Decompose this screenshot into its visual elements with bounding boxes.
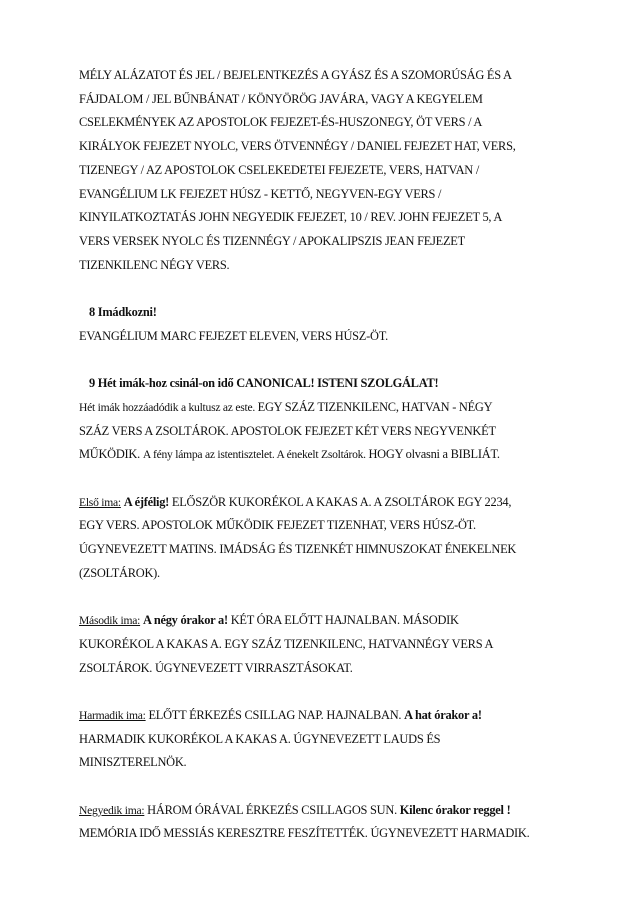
text-span: EGY SZÁZ TIZENKILENC, HATVAN - NÉGY <box>257 399 493 414</box>
text-line: MEMÓRIA IDŐ MESSIÁS KERESZTRE FESZÍTETTÉK. ÚGYNEVEZETT HARMADIK. <box>79 826 530 841</box>
text-line: EGY VERS. APOSTOLOK MŰKÖDIK FEJEZET TIZENHAT, VERS HÚSZ-ÖT. <box>79 518 476 533</box>
text-span: Hét imák hozzáadódik a kultusz az este. <box>79 400 258 414</box>
text-line: KINYILATKOZTATÁS JOHN NEGYEDIK FEJEZET, 10 / REV. JOHN FEJEZET 5, A <box>79 210 503 225</box>
text-line <box>79 491 598 515</box>
text-line: EVANGÉLIUM LK FEJEZET HÚSZ - KETTŐ, NEGYVEN-EGY VERS / <box>79 186 442 201</box>
text-line: MÉLY ALÁZATOT ÉS JEL / BEJELENTKEZÉS A GYÁSZ ÉS A SZOMORÚSÁG ÉS A <box>79 68 512 82</box>
text-line: KUKORÉKOL A KAKAS A. EGY SZÁZ TIZENKILENC, HATVANNÉGY VERS A <box>79 636 494 651</box>
prayer-time-fourth: Kilenc órakor reggel ! <box>399 802 511 817</box>
prayer-time-first: A éjfélig! <box>123 494 170 509</box>
section-heading-9: 9 Hét imák-hoz csinál-on idő CANONICAL! ISTENI SZOLGÁLAT! <box>89 376 439 391</box>
text-line: TIZENEGY / AZ APOSTOLOK CSELEKEDETEI FEJEZETE, VERS, HATVAN / <box>79 162 480 177</box>
text-line: KIRÁLYOK FEJEZET NYOLC, VERS ÖTVENNÉGY / DANIEL FEJEZET HAT, VERS, <box>79 139 516 154</box>
text-span: HOGY olvasni a BIBLIÁT. <box>368 447 500 462</box>
text-line: VERS VERSEK NYOLC ÉS TIZENNÉGY / APOKALIPSZIS JEAN FEJEZET <box>79 233 465 248</box>
text-span: ELŐSZÖR KUKORÉKOL A KAKAS A. A ZSOLTÁROK EGY 2234, <box>169 494 512 509</box>
prayer-time-third: A hat órakor a! <box>404 707 482 722</box>
prayer-label-fourth: Negyedik ima: <box>79 803 145 817</box>
prayer-label-second: Második ima: <box>79 614 141 628</box>
text-line: HARMADIK KUKORÉKOL A KAKAS A. ÚGYNEVEZETT LAUDS ÉS <box>79 731 441 746</box>
text-line: EVANGÉLIUM MARC FEJEZET ELEVEN, VERS HÚSZ-ÖT. <box>79 328 388 343</box>
text-span: MŰKÖDIK. <box>79 447 143 462</box>
text-line <box>79 443 598 467</box>
prayer-label-first: Első ima: <box>79 495 121 509</box>
text-span: ELŐTT ÉRKEZÉS CSILLAG NAP. HAJNALBAN. <box>145 707 405 722</box>
prayer-label-third: Harmadik ima: <box>79 708 146 722</box>
text-line <box>79 609 598 633</box>
text-line <box>79 704 598 728</box>
text-line: ZSOLTÁROK. ÚGYNEVEZETT VIRRASZTÁSOKAT. <box>79 660 353 675</box>
text-span: HÁROM ÓRÁVAL ÉRKEZÉS CSILLAGOS SUN. <box>144 802 400 817</box>
text-line <box>79 799 598 823</box>
text-line: (ZSOLTÁROK). <box>79 565 160 580</box>
text-span: KÉT ÓRA ELŐTT HAJNALBAN. MÁSODIK <box>227 613 459 628</box>
text-line: MINISZTERELNÖK. <box>79 755 187 770</box>
text-line: SZÁZ VERS A ZSOLTÁROK. APOSTOLOK FEJEZET KÉT VERS NEGYVENKÉT <box>79 423 496 438</box>
text-line: CSELEKMÉNYEK AZ APOSTOLOK FEJEZET-ÉS-HUSZONEGY, ÖT VERS / A <box>79 115 483 130</box>
text-span: A fény lámpa az istentisztelet. A énekelt Zsoltárok. <box>142 448 369 462</box>
section-heading-8: 8 Imádkozni! <box>89 305 157 320</box>
text-line: FÁJDALOM / JEL BŰNBÁNAT / KÖNYÖRÖG JAVÁRA, VAGY A KEGYELEM <box>79 91 483 106</box>
text-line <box>79 396 598 420</box>
paragraph-intro <box>79 64 598 277</box>
text-line: TIZENKILENC NÉGY VERS. <box>79 257 230 272</box>
text-line: ÚGYNEVEZETT MATINS. IMÁDSÁG ÉS TIZENKÉT HIMNUSZOKAT ÉNEKELNEK <box>79 542 517 557</box>
prayer-time-second: A négy órakor a! <box>142 613 228 628</box>
